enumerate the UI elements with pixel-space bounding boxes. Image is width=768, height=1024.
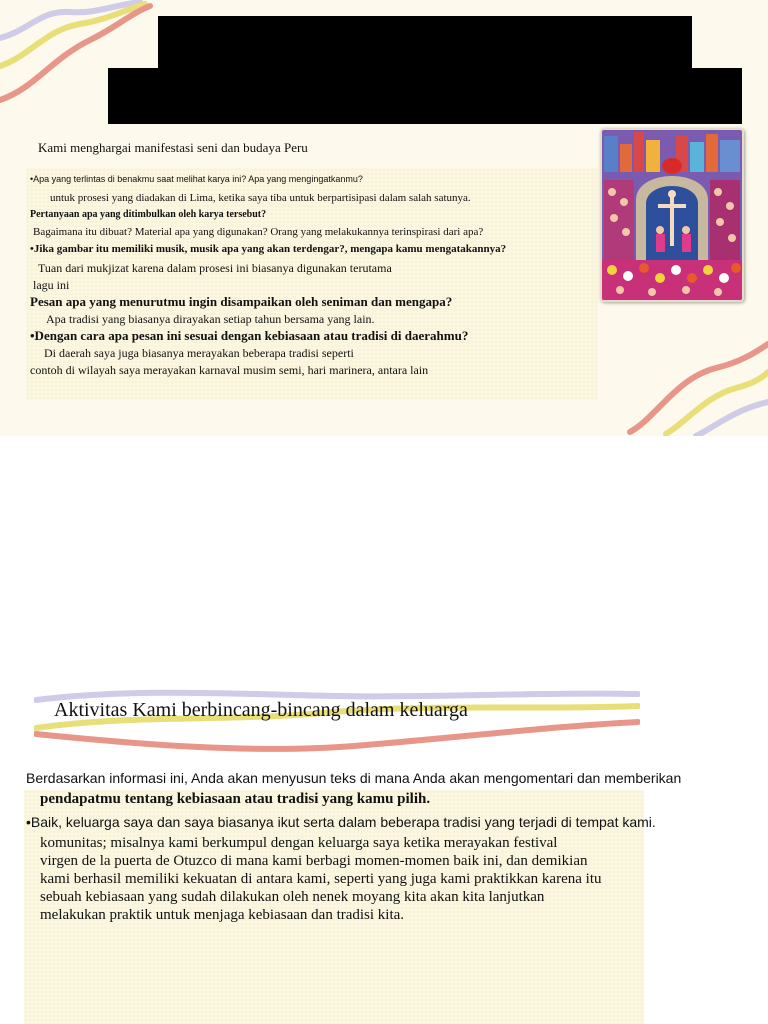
question-3: •Jika gambar itu memiliki musik, musik apa yang akan terdengar?, mengapa kamu mengatakannya? — [30, 243, 507, 255]
decorative-waves-bottom-right — [626, 338, 768, 436]
slide2-title: Aktivitas Kami berbincang-bincang dalam keluarga — [54, 699, 468, 721]
slide1-subtitle: Kami menghargai manifestasi seni dan budaya Peru — [38, 140, 308, 155]
answer-3-cont: lagu ini — [33, 278, 70, 292]
redacted-title-top — [158, 16, 692, 72]
question-4: Pesan apa yang menurutmu ingin disampaikan oleh seniman dan mengapa? — [30, 294, 453, 309]
artwork-image — [600, 128, 744, 302]
answer-line-1: •Baik, keluarga saya dan saya biasanya ikut serta dalam beberapa tradisi yang terjadi di tempat kami. — [26, 814, 656, 830]
answer-line-2: komunitas; misalnya kami berkumpul dengan keluarga saya ketika merayakan festival — [40, 835, 558, 851]
instruction-line-2: pendapatmu tentang kebiasaan atau tradisi yang kamu pilih. — [40, 791, 431, 807]
answer-3: Tuan dari mukjizat karena dalam prosesi ini biasanya digunakan terutama — [38, 261, 392, 275]
question-5: •Dengan cara apa pesan ini sesuai dengan kebiasaan atau tradisi di daerahmu? — [30, 328, 469, 343]
answer-4: Apa tradisi yang biasanya dirayakan setiap tahun bersama yang lain. — [46, 312, 375, 326]
question-1: •Apa yang terlintas di benakmu saat melihat karya ini? Apa yang mengingatkanmu? — [30, 174, 363, 184]
answer-1: untuk prosesi yang diadakan di Lima, ketika saya tiba untuk berpartisipasi dalam salah satunya. — [50, 192, 471, 204]
redacted-title-bottom — [108, 68, 742, 124]
instruction-line-1: Berdasarkan informasi ini, Anda akan menyusun teks di mana Anda akan mengomentari dan memberikan — [26, 770, 682, 786]
answer-line-6: melakukan praktik untuk menjaga kebiasaan dan tradisi kita. — [40, 907, 405, 923]
answer-2: Bagaimana itu dibuat? Material apa yang digunakan? Orang yang melakukannya terinspirasi dari apa? — [33, 226, 484, 238]
slide-1 — [0, 0, 768, 436]
slide-2 — [0, 680, 768, 1024]
answer-line-4: kami berhasil memiliki kekuatan di antara kami, seperti yang juga kami praktikkan karena itu — [40, 871, 602, 887]
question-2: Pertanyaan apa yang ditimbulkan oleh karya tersebut? — [30, 209, 267, 220]
answer-5: Di daerah saya juga biasanya merayakan beberapa tradisi seperti — [44, 346, 354, 360]
answer-line-3: virgen de la puerta de Otuzco di mana kami berbagi momen-momen baik ini, dan demikian — [40, 853, 588, 869]
answer-line-5: sebuah kebiasaan yang sudah dilakukan oleh nenek moyang kita akan kita lanjutkan — [40, 889, 545, 905]
answer-5-cont: contoh di wilayah saya merayakan karnaval musim semi, hari marinera, antara lain — [30, 363, 429, 377]
